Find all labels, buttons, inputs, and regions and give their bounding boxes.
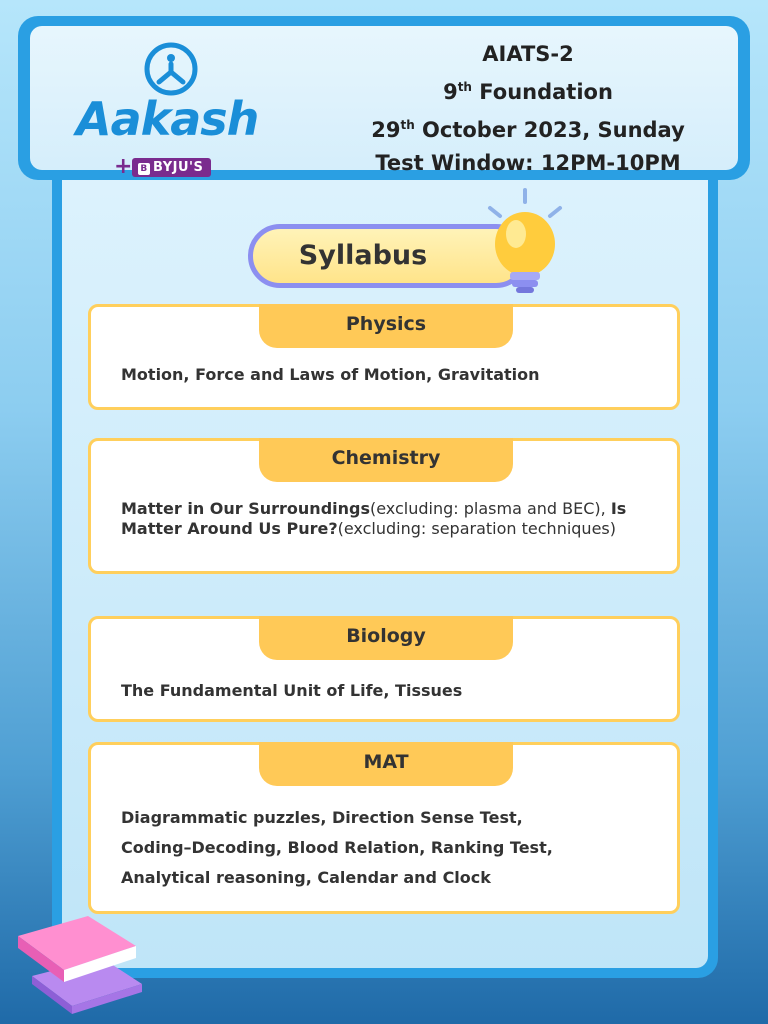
test-name: AIATS-2 <box>482 42 574 66</box>
mat-topics <box>121 803 647 893</box>
mat-topic-line: Diagrammatic puzzles, Direction Sense Test, <box>121 808 523 827</box>
subject-card-mat <box>88 742 680 914</box>
biology-topics: The Fundamental Unit of Life, Tissues <box>121 681 463 700</box>
grade: 9th Foundation <box>443 80 613 104</box>
aakash-byjus-logo <box>76 40 276 179</box>
test-info <box>318 38 738 180</box>
subject-tab-biology: Biology <box>259 616 513 660</box>
chemistry-topics <box>121 499 647 539</box>
subject-tab-physics: Physics <box>259 304 513 348</box>
logo-wordmark: Aakash <box>76 92 259 146</box>
aakash-logo-icon <box>144 42 198 96</box>
subject-tab-chemistry: Chemistry <box>259 438 513 482</box>
syllabus-heading: Syllabus <box>248 224 528 288</box>
chemistry-topic-1: Matter in Our Surroundings <box>121 499 370 518</box>
subject-tab-mat: MAT <box>259 742 513 786</box>
mat-topic-line: Analytical reasoning, Calendar and Clock <box>121 868 491 887</box>
header-banner <box>18 16 750 180</box>
subject-card-biology <box>88 616 680 722</box>
byjus-label: BYJU'S <box>153 160 204 175</box>
byjus-b-icon: B <box>138 163 150 175</box>
chemistry-topic-2: Is Matter Around Us Pure? <box>121 499 627 538</box>
physics-topics: Motion, Force and Laws of Motion, Gravitation <box>121 365 540 384</box>
header-inner <box>30 26 738 179</box>
chemistry-note-2: (excluding: separation techniques) <box>337 519 616 538</box>
books-icon <box>12 906 152 1016</box>
chemistry-note-1: (excluding: plasma and BEC), <box>370 499 611 518</box>
subject-card-physics <box>88 304 680 410</box>
lightbulb-icon <box>480 188 570 298</box>
logo-plus: + <box>114 154 133 179</box>
test-date: 29th October 2023, Sunday <box>371 118 685 142</box>
byjus-badge <box>132 158 211 177</box>
subject-card-chemistry <box>88 438 680 574</box>
mat-topic-line: Coding–Decoding, Blood Relation, Ranking Test, <box>121 838 553 857</box>
test-window: Test Window: 12PM-10PM <box>375 151 681 175</box>
